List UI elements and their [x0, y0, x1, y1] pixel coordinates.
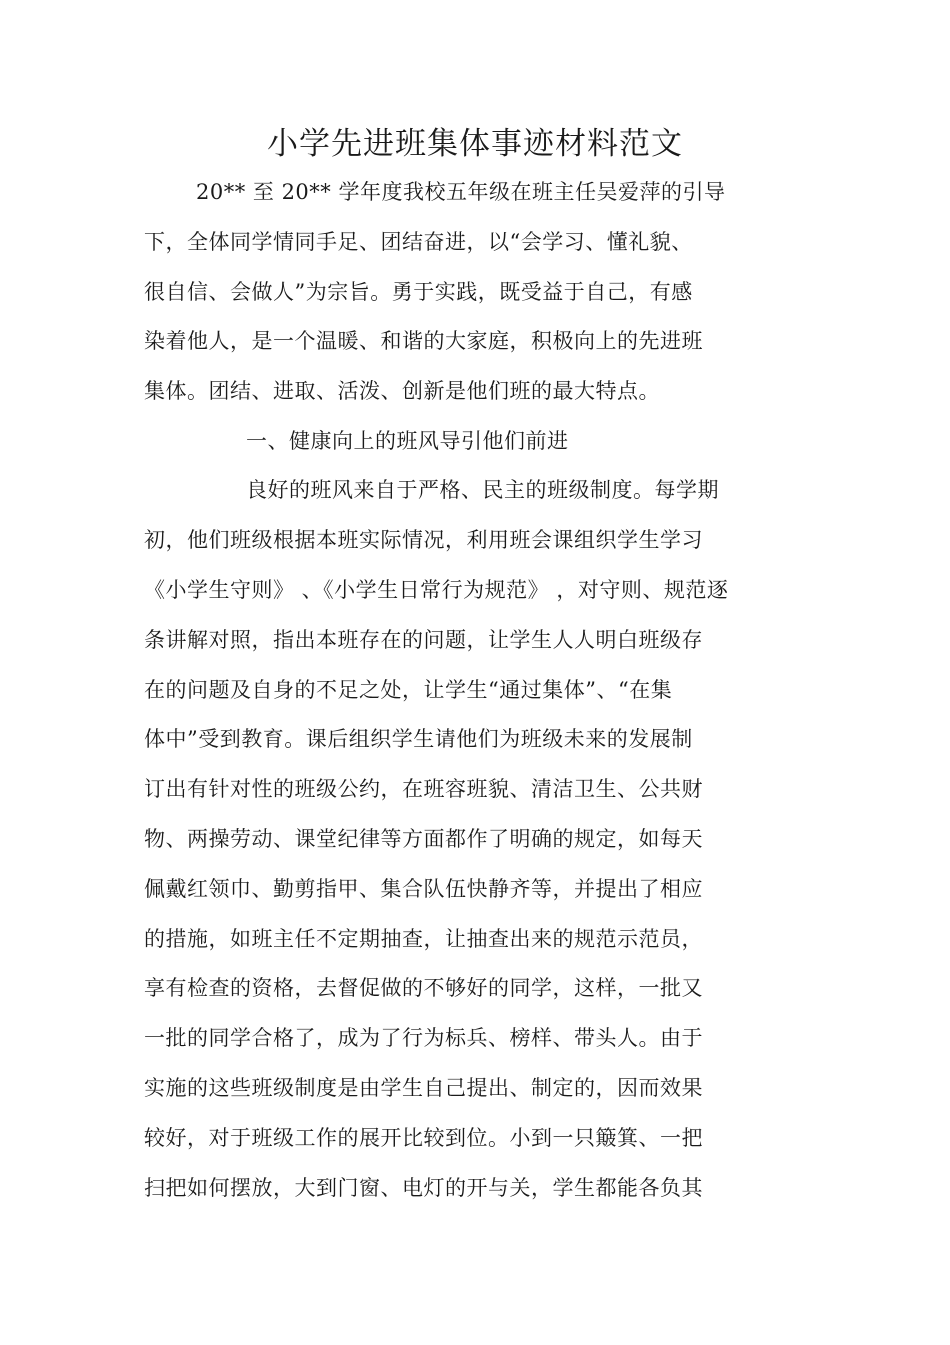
paragraph-line: 20** 至 20** 学年度我校五年级在班主任吴爱萍的引导 [196, 180, 726, 204]
paragraph-line: 条讲解对照，指出本班存在的问题，让学生人人明白班级存 [144, 628, 703, 652]
paragraph-line: 订出有针对性的班级公约，在班容班貌、清洁卫生、公共财 [144, 777, 703, 801]
paragraph-line: 实施的这些班级制度是由学生自己提出、制定的，因而效果 [144, 1076, 703, 1100]
paragraph-line: 享有检查的资格，去督促做的不够好的同学，这样，一批又 [144, 976, 703, 1000]
paragraph-line: 集体。团结、进取、活泼、创新是他们班的最大特点。 [144, 379, 660, 403]
paragraph-line: 很自信、会做人”为宗旨。勇于实践，既受益于自己，有感 [144, 280, 693, 304]
paragraph-line: 物、两操劳动、课堂纪律等方面都作了明确的规定，如每天 [144, 827, 703, 851]
paragraph-line: 扫把如何摆放，大到门窗、电灯的开与关，学生都能各负其 [144, 1176, 703, 1200]
paragraph-line: 初，他们班级根据本班实际情况，利用班会课组织学生学习 [144, 528, 703, 552]
paragraph-line: 在的问题及自身的不足之处，让学生“通过集体”、“在集 [144, 678, 673, 702]
paragraph-line: 下，全体同学情同手足、团结奋进，以“会学习、懂礼貌、 [144, 230, 693, 254]
paragraph-line: 的措施，如班主任不定期抽查，让抽查出来的规范示范员， [144, 927, 703, 951]
paragraph-line: 较好，对于班级工作的展开比较到位。小到一只簸箕、一把 [144, 1126, 703, 1150]
paragraph-line: 《小学生守则》 、《小学生日常行为规范》 ，对守则、规范逐 [144, 578, 729, 602]
section-heading: 一、健康向上的班风导引他们前进 [246, 429, 569, 453]
paragraph-line: 染着他人，是一个温暖、和谐的大家庭，积极向上的先进班 [144, 329, 703, 353]
paragraph-line: 良好的班风来自于严格、民主的班级制度。每学期 [246, 478, 719, 502]
document-title: 小学先进班集体事迹材料范文 [267, 126, 683, 162]
paragraph-line: 佩戴红领巾、勤剪指甲、集合队伍快静齐等，并提出了相应 [144, 877, 703, 901]
paragraph-line: 一批的同学合格了，成为了行为标兵、榜样、带头人。由于 [144, 1026, 703, 1050]
paragraph-line: 体中”受到教育。课后组织学生请他们为班级未来的发展制 [144, 727, 693, 751]
